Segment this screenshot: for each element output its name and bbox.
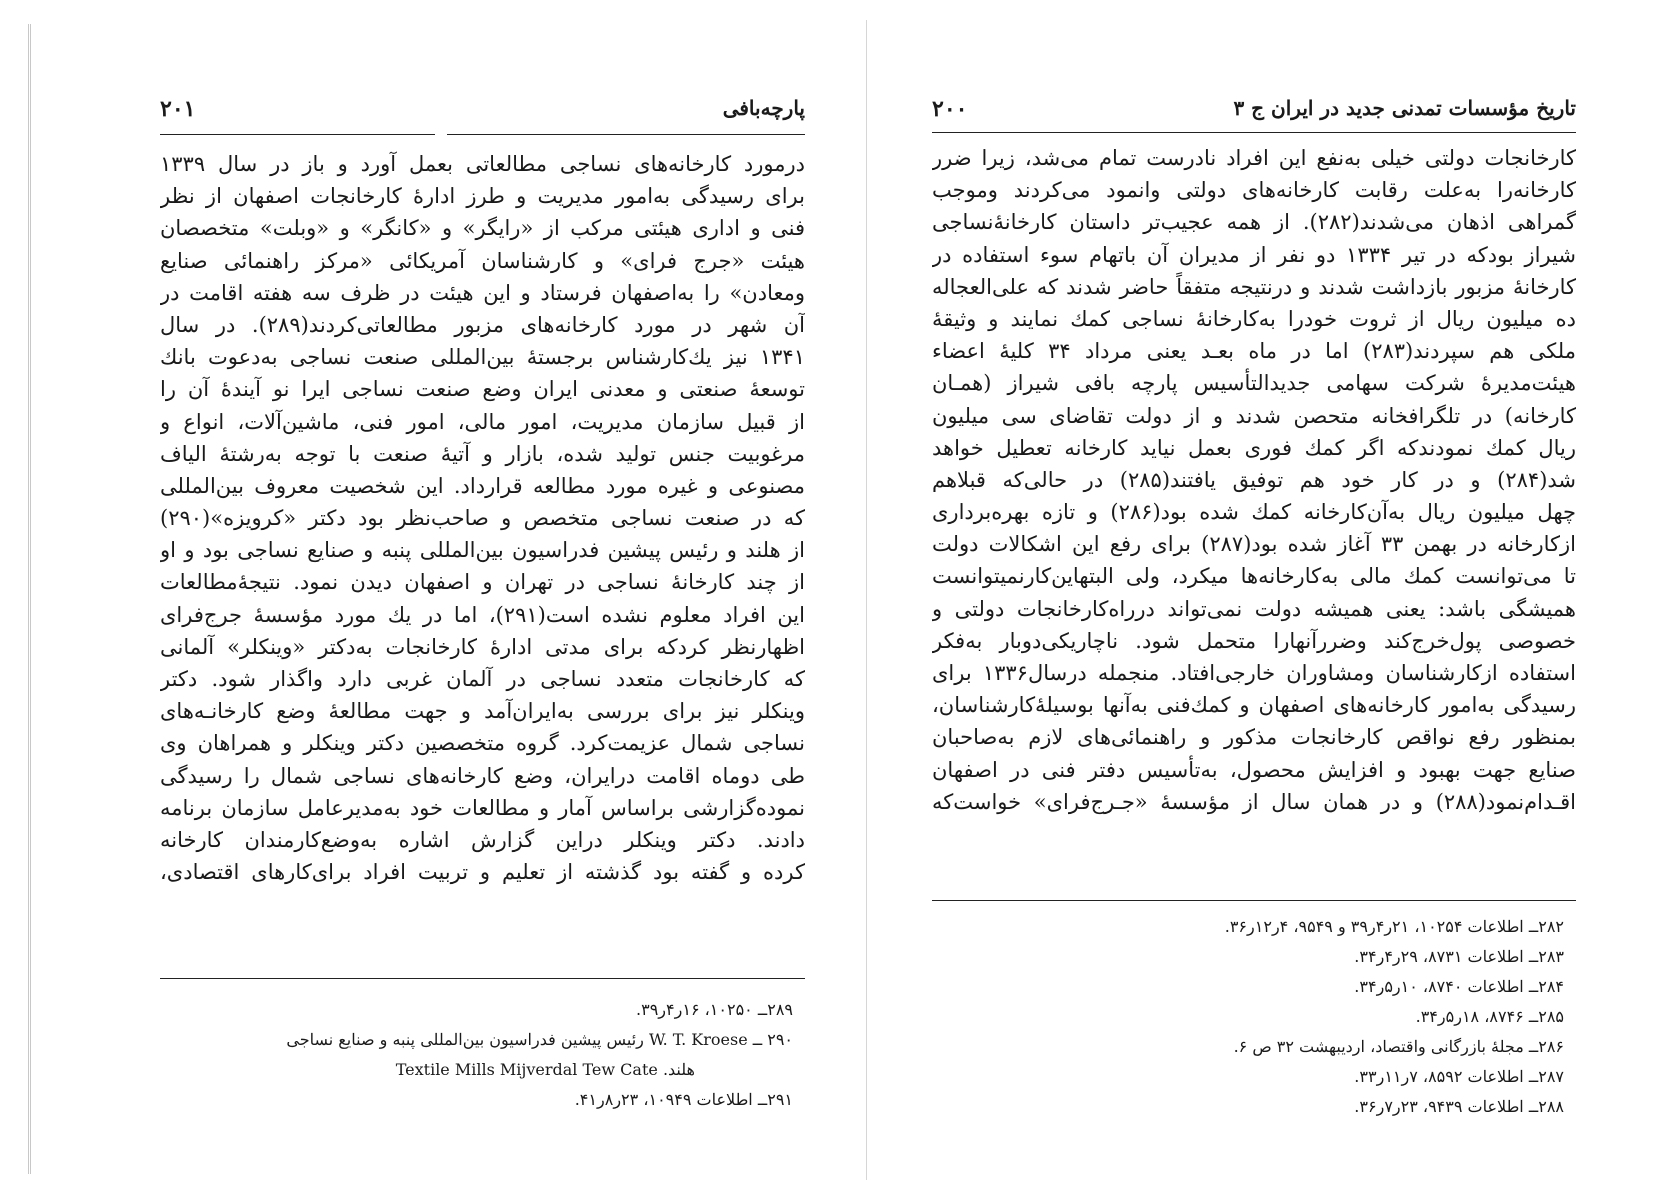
- text-line: خصوصی پول‌خرج‌کند وضررآنهارا متحمل شود. ناچاریکی‌دوبار به‌فکر: [932, 628, 1576, 653]
- left-body-text: [160, 148, 805, 888]
- text-line: ده میلیون ریال از ثروت خودرا به‌کارخانهٔ نساجی کمك نمایند و وثیقهٔ: [932, 306, 1576, 331]
- text-line: ۱۳۴۱ نیز یك‌کارشناس برجستهٔ بین‌المللی صنعت نساجی به‌دعوت بانك: [160, 345, 805, 370]
- footnote: ۲۸۴ــ اطلاعات ۸۷۴۰، ۱۰ر۵ر۳۴.: [1354, 977, 1564, 996]
- right-footnote-rule: [932, 900, 1576, 901]
- text-line: اقـدام‌نمود(۲۸۸) و در همان سال از مؤسسهٔ «جـرج‌فرای» خواست‌که: [932, 789, 1576, 814]
- left-header-rule-right: [447, 134, 805, 135]
- text-line: ومعادن» را به‌اصفهان فرستاد و این هیئت در ظرف سه هفته اقامت در: [160, 280, 805, 305]
- left-running-title: پارچه‌بافی: [722, 96, 805, 120]
- footnote: ۲۸۲ــ اطلاعات ۱۰۲۵۴، ۲۱ر۴ر۳۹ و ۹۵۴۹، ۴ر۱۲ر۳۶.: [1224, 917, 1564, 936]
- text-line: طی دوماه اقامت درایران، وضع کارخانه‌های نساجی شمال را رسیدگی: [160, 763, 805, 788]
- right-running-title: تاریخ مؤسسات تمدنی جدید در ایران ج ۳: [1233, 96, 1576, 120]
- text-line: رسیدگی به‌امور کارخانه‌های اصفهان و کمك‌فنی به‌آنها بوسیلهٔ‌کارشناسان،: [932, 693, 1576, 718]
- text-line: توسعهٔ صنعتی و معدنی ایران وضع صنعت نساجی ایرا نو آیندهٔ آن را: [160, 377, 805, 402]
- text-line: درمورد کارخانه‌های نساجی مطالعاتی بعمل آورد و باز در سال ۱۳۳۹: [160, 152, 805, 176]
- left-page-header: [160, 94, 805, 130]
- right-header-rule: [932, 132, 1576, 133]
- footnote: ۲۸۷ــ اطلاعات ۸۵۹۲، ۷ر۱۱ر۳۳.: [1354, 1067, 1564, 1086]
- text-line: استفاده ازکارشناسان ومشاوران خارجی‌افتاد. منجمله درسال۱۳۳۶ برای: [932, 661, 1576, 685]
- right-page-number: ۲۰۰: [932, 96, 968, 122]
- right-page-header: [932, 94, 1576, 130]
- footnote: ۲۹۱ــ اطلاعات ۱۰۹۴۹، ۲۳ر۸ر۴۱.: [574, 1090, 793, 1109]
- text-line: هیئت «جرج فرای» و کارشناسان آمریکائی «مرکز راهنمائی صنایع: [160, 248, 805, 273]
- footnote: ۲۸۵ــ ۸۷۴۶، ۱۸ر۵ر۳۴.: [1415, 1007, 1564, 1026]
- text-line: آن شهر در مورد کارخانه‌های مزبور مطالعاتی‌کردند(۲۸۹). در سال: [160, 312, 805, 337]
- text-line: تا می‌توانست کمك مالی به‌کارخانه‌ها میکرد، ولی البتهاین‌کارنمیتوانست: [932, 564, 1576, 589]
- text-line: دادند. دکتر وینکلر دراین گزارش اشاره به‌وضع‌کارمندان کارخانه: [160, 827, 805, 852]
- right-page: [870, 0, 1678, 1195]
- right-body-text: [932, 142, 1576, 818]
- text-line: ازکارخانه در بهمن ۳۳ آغاز شده بود(۲۸۷) برای رفع این اشکالات دولت: [932, 532, 1576, 557]
- left-footnote-rule: [160, 978, 805, 979]
- footnote: ۲۸۳ــ اطلاعات ۸۷۳۱، ۲۹ر۴ر۳۴.: [1354, 947, 1564, 966]
- text-line: از قبیل سازمان مدیریت، امور مالی، امور فنی، ماشین‌آلات، انواع و: [160, 409, 805, 434]
- text-line: هیئت‌مدیرهٔ شرکت سهامی جدیدالتأسیس پارچه بافی شیراز (همـان: [932, 371, 1576, 396]
- text-line: نموده‌گزارشی براساس آمار و مطالعات خود به‌مدیرعامل سازمان برنامه: [160, 795, 805, 820]
- text-line: کارخانه) در تلگرافخانه متحصن شدند و از دولت تقاضای سی میلیون: [932, 403, 1576, 428]
- text-line: شیراز بودکه در تیر ۱۳۳۴ دو نفر از مدیران آن باتهام سوء استفاده در: [932, 242, 1576, 267]
- footnote: ۲۸۶ــ مجلهٔ بازرگانی واقتصاد، اردیبهشت ۳۲ ص ۶.: [1233, 1037, 1564, 1056]
- left-page-number: ۲۰۱: [160, 96, 196, 122]
- text-line: شد(۲۸۴) و در کار خود هم توفیق یافتند(۲۸۵) در حالی‌که قبلاهم: [932, 467, 1576, 492]
- text-line: بمنظور رفع نواقص کارخانجات مذکور و راهنمائی‌های لازم به‌صاحبان: [932, 725, 1576, 750]
- footnote: ۲۸۹ــ ۱۰۲۵۰، ۱۶ر۴ر۳۹.: [636, 1000, 793, 1019]
- footnote: هلند. Textile Mills Mijverdal Tew Cate: [395, 1060, 695, 1079]
- text-line: از هلند و رئیس پیشین فدراسیون بین‌المللی پنبه و صنایع نساجی بود و او: [160, 538, 805, 563]
- left-footnotes: [160, 995, 805, 1115]
- right-footnotes: [932, 912, 1576, 1122]
- text-line: ریال کمك نمودندکه اگر کمك فوری بعمل نیاید کارخانه تعطیل خواهد: [932, 435, 1576, 460]
- text-line: همیشگی باشد: یعنی همیشه دولت نمی‌تواند درراه‌کارخانجات دولتی و: [932, 596, 1576, 621]
- text-line: فنی و اداری هیئتی مرکب از «رایگر» و «کانگر» و «وبلت» متخصصان: [160, 216, 805, 241]
- text-line: صنایع جهت بهبود و افزایش محصول، به‌تأسیس دفتر فنی در اصفهان: [932, 757, 1576, 782]
- text-line: چهل میلیون ریال به‌آن‌کارخانه کمك شده بود(۲۸۶) و تازه بهره‌برداری: [932, 500, 1576, 525]
- text-line: کرده و گفته بود گذشته از تعلیم و تربیت افراد برای‌کارهای اقتصادی،: [160, 860, 805, 885]
- text-line: کارخانه‌را به‌علت رقابت کارخانه‌های دولتی وانمود می‌کردند وموجب: [932, 178, 1576, 203]
- footnote: ۲۹۰ ــ W. T. Kroese رئیس پیشین فدراسیون بین‌المللی پنبه و صنایع نساجی: [286, 1030, 793, 1049]
- text-line: این افراد معلوم نشده است(۲۹۱)، اما در یك مورد مؤسسهٔ جرج‌فرای: [160, 602, 805, 627]
- text-line: گمراهی اذهان می‌شدند(۲۸۲). از همه عجیب‌تر داستان کارخانهٔ‌نساجی: [932, 210, 1576, 235]
- text-line: کارخانجات دولتی خیلی به‌نفع این افراد نادرست تمام می‌شد، زیرا ضرر: [932, 146, 1576, 170]
- text-line: برای رسیدگی به‌امور مدیریت و طرز ادارهٔ کارخانجات اصفهان از نظر: [160, 184, 805, 209]
- text-line: وینکلر نیز برای بررسی به‌ایران‌آمد و جهت مطالعهٔ وضع کارخانـه‌های: [160, 699, 805, 724]
- text-line: از چند کارخانهٔ نساجی در تهران و اصفهان دیدن نمود. نتیجهٔ‌مطالعات: [160, 570, 805, 595]
- text-line: ملکی هم سپردند(۲۸۳) اما در ماه بعـد یعنی مرداد ۳۴ کلیهٔ اعضاء: [932, 339, 1576, 364]
- text-line: نساجی شمال عزیمت‌کرد. گروه متخصصین دکتر وینکلر و همراهان وی: [160, 731, 805, 756]
- footnote: ۲۸۸ــ اطلاعات ۹۴۳۹، ۲۳ر۷ر۳۶.: [1354, 1097, 1564, 1116]
- left-header-rule-left: [160, 134, 435, 135]
- text-line: مصنوعی و غیره مورد مطالعه قرارداد. این شخصیت معروف بین‌المللی: [160, 473, 805, 498]
- text-line: اظهارنظر کردکه برای مدتی ادارهٔ کارخانجات به‌دکتر «وینکلر» آلمانی: [160, 634, 805, 659]
- text-line: کارخانهٔ مزبور بازداشت شدند و درنتیجه متفقاً حاضر شدند که علی‌العجاله: [932, 274, 1576, 299]
- text-line: مرغوبیت جنس تولید شده، بازار و آتیهٔ صنعت با توجه به‌رشتهٔ الیاف: [160, 441, 805, 466]
- text-line: که کارخانجات متعدد نساجی در آلمان غربی دارد واگذار شود. دکتر: [160, 667, 805, 691]
- text-line: که در صنعت نساجی متخصص و صاحب‌نظر بود دکتر «کرویزه»(۲۹۰): [160, 506, 805, 531]
